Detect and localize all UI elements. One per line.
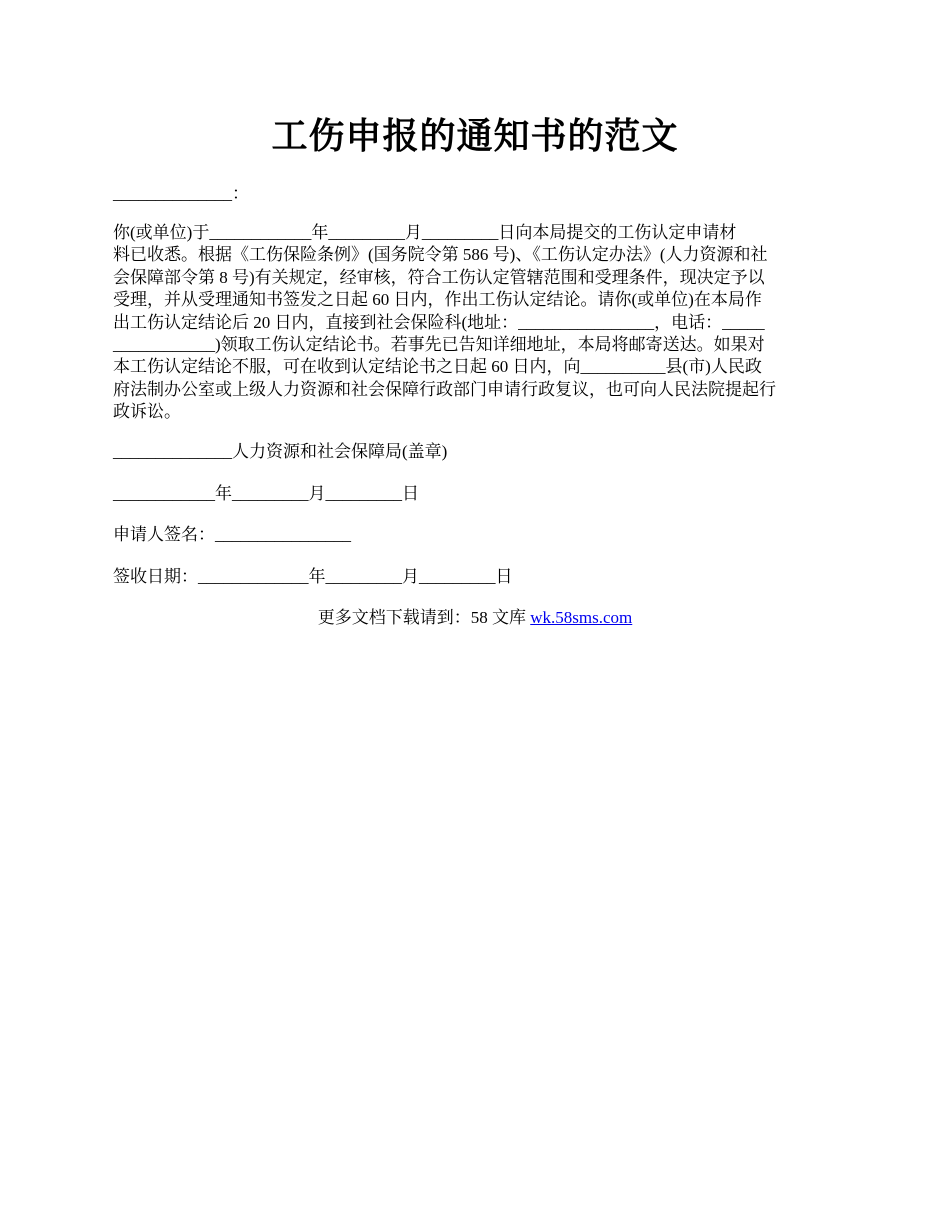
body-line: 会保障部令第 8 号)有关规定，经审核，符合工伤认定管辖范围和受理条件，现决定予以 bbox=[113, 267, 765, 287]
issuer-line: ______________人力资源和社会保障局(盖章) bbox=[113, 442, 448, 461]
body-line: 出工伤认定结论后 20 日内，直接到社会保险科(地址：________________，电话：_____ bbox=[113, 312, 765, 332]
addressee-line: ______________： bbox=[113, 184, 249, 203]
issue-date-line: ____________年_________月_________日 bbox=[113, 484, 419, 503]
body-line: 府法制办公室或上级人力资源和社会保障行政部门申请行政复议，也可向人民法院提起行 bbox=[113, 379, 776, 399]
body-line: 本工伤认定结论不服，可在收到认定结论书之日起 60 日内，向__________县(市)人民政 bbox=[113, 357, 762, 377]
notice-body bbox=[113, 222, 843, 424]
footer-link[interactable]: wk.58sms.com bbox=[530, 608, 633, 627]
body-line: 料已收悉。根据《工伤保险条例》(国务院令第 586 号)、《工伤认定办法》(人力资源和社 bbox=[113, 245, 768, 265]
receipt-date-line: 签收日期：_____________年_________月_________日 bbox=[113, 567, 513, 586]
body-line: 你(或单位)于____________年_________月_________日向本局提交的工伤认定申请材 bbox=[113, 223, 737, 242]
body-line: 受理，并从受理通知书签发之日起 60 日内，作出工伤认定结论。请你(或单位)在本局作 bbox=[113, 290, 762, 310]
download-footer bbox=[0, 607, 950, 629]
footer-prefix: 更多文档下载请到：58 文库 bbox=[317, 608, 531, 627]
applicant-signature-line: 申请人签名：________________ bbox=[113, 525, 351, 544]
document-title: 工伤申报的通知书的范文 bbox=[271, 116, 679, 156]
body-line: 政诉讼。 bbox=[113, 402, 181, 422]
body-line: ____________)领取工伤认定结论书。若事先已告知详细地址，本局将邮寄送达。如果对 bbox=[113, 335, 765, 355]
